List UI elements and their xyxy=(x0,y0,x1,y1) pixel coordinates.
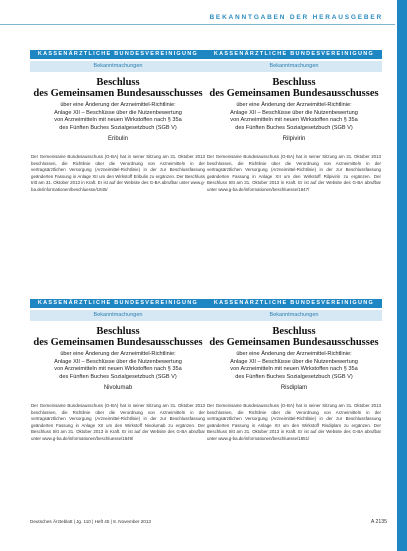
notice-section-label: Bekanntmachungen xyxy=(30,61,206,72)
notice-body: Der Gemeinsame Bundesausschuss (G-BA) hat in seiner Sitzung am 31. Oktober 2013 beschlossen, die Richtlinie über die Verordnung von Arzneimitteln in der vertragsärztlichen Versorgung (Arzneimittel-Richtlinie) in der zur Beschlussfassung geänderten Fassung in Anlage XII um den Wirkstoff Eribulin zu ergänzen. Der Beschluss tritt am 31. Oktober 2013 in Kraft. Er ist auf der Website des G-BA abrufbar unter www.g-ba.de/informationen/beschluesse/1845/ xyxy=(31,154,205,192)
notice-section-label: Bekanntmachungen xyxy=(30,310,206,321)
notice-org-bar: KASSENÄRZTLICHE BUNDESVEREINIGUNG xyxy=(206,299,382,308)
notice-2 xyxy=(206,50,382,260)
notice-org-bar: KASSENÄRZTLICHE BUNDESVEREINIGUNG xyxy=(30,50,206,59)
page-header xyxy=(0,12,395,25)
notice-title: Beschluss des Gemeinsamen Bundesausschusses xyxy=(209,326,379,348)
notice-title: Beschluss des Gemeinsamen Bundesausschusses xyxy=(209,77,379,99)
notice-1 xyxy=(30,50,206,260)
page-footer xyxy=(30,519,387,527)
notice-org-bar: KASSENÄRZTLICHE BUNDESVEREINIGUNG xyxy=(30,299,206,308)
notice-title: Beschluss des Gemeinsamen Bundesausschusses xyxy=(33,326,203,348)
notice-body: Der Gemeinsame Bundesausschuss (G-BA) hat in seiner Sitzung am 31. Oktober 2013 beschlossen, die Richtlinie über die Verordnung von Arzneimitteln in der vertragsärztlichen Versorgung (Arzneimittel-Richtlinie) in der zur Beschlussfassung geänderten Fassung in Anlage XII um den Wirkstoff Risdiplam zu ergänzen. Der Beschluss tritt am 31. Oktober 2013 in Kraft. Er ist auf der Website des G-BA abrufbar unter www.g-ba.de/informationen/beschluesse/1851/ xyxy=(207,403,381,441)
notice-drug-name: Rilpivirin xyxy=(282,136,306,142)
page-number: A 2135 xyxy=(370,519,387,525)
notice-4 xyxy=(206,299,382,509)
notice-drug-name: Risdiplam xyxy=(280,385,308,391)
notice-body: Der Gemeinsame Bundesausschuss (G-BA) hat in seiner Sitzung am 31. Oktober 2013 beschlossen, die Richtlinie über die Verordnung von Arzneimitteln in der vertragsärztlichen Versorgung (Arzneimittel-Richtlinie) in der zur Beschlussfassung geänderten Fassung in Anlage XII um den Wirkstoff Nivolumab zu ergänzen. Der Beschluss tritt am 31. Oktober 2013 in Kraft. Er ist auf der Website des G-BA abrufbar unter www.g-ba.de/informationen/beschluesse/1849/ xyxy=(31,403,205,441)
notice-section-label: Bekanntmachungen xyxy=(206,61,382,72)
notice-subtitle: über eine Änderung der Arzneimittel-Richtlinie: Anlage XII – Beschlüsse über die Nutzenbewertung von Arzneimitteln mit neuen Wirkstoffen nach § 35a des Fünften Buches Sozialgesetzbuch (SGB V) xyxy=(54,351,182,380)
notice-drug-name: Nivolumab xyxy=(103,385,133,391)
notice-subtitle: über eine Änderung der Arzneimittel-Richtlinie: Anlage XII – Beschlüsse über die Nutzenbewertung von Arzneimitteln mit neuen Wirkstoffen nach § 35a des Fünften Buches Sozialgesetzbuch (SGB V) xyxy=(54,102,182,131)
footer-citation: Deutsches Ärzteblatt | Jg. 110 | Heft 45 | 8. November 2013 xyxy=(30,519,151,524)
right-edge-bar xyxy=(397,0,407,551)
notice-subtitle: über eine Änderung der Arzneimittel-Richtlinie: Anlage XII – Beschlüsse über die Nutzenbewertung von Arzneimitteln mit neuen Wirkstoffen nach § 35a des Fünften Buches Sozialgesetzbuch (SGB V) xyxy=(230,102,358,131)
notice-org-bar: KASSENÄRZTLICHE BUNDESVEREINIGUNG xyxy=(206,50,382,59)
notice-title: Beschluss des Gemeinsamen Bundesausschusses xyxy=(33,77,203,99)
notice-section-label: Bekanntmachungen xyxy=(206,310,382,321)
notice-subtitle: über eine Änderung der Arzneimittel-Richtlinie: Anlage XII – Beschlüsse über die Nutzenbewertung von Arzneimitteln mit neuen Wirkstoffen nach § 35a des Fünften Buches Sozialgesetzbuch (SGB V) xyxy=(230,351,358,380)
notice-3 xyxy=(30,299,206,509)
notice-drug-name: Eribulin xyxy=(107,136,128,142)
page-header-label: BEKANNTGABEN DER HERAUSGEBER xyxy=(209,14,383,21)
notice-body: Der Gemeinsame Bundesausschuss (G-BA) hat in seiner Sitzung am 31. Oktober 2013 beschlossen, die Richtlinie über die Verordnung von Arzneimitteln in der vertragsärztlichen Versorgung (Arzneimittel-Richtlinie) in der zur Beschlussfassung geänderten Fassung in Anlage XII um den Wirkstoff Rilpivirin zu ergänzen. Der Beschluss tritt am 31. Oktober 2013 in Kraft. Er ist auf der Website des G-BA abrufbar unter www.g-ba.de/informationen/beschluesse/1847/ xyxy=(207,154,381,192)
